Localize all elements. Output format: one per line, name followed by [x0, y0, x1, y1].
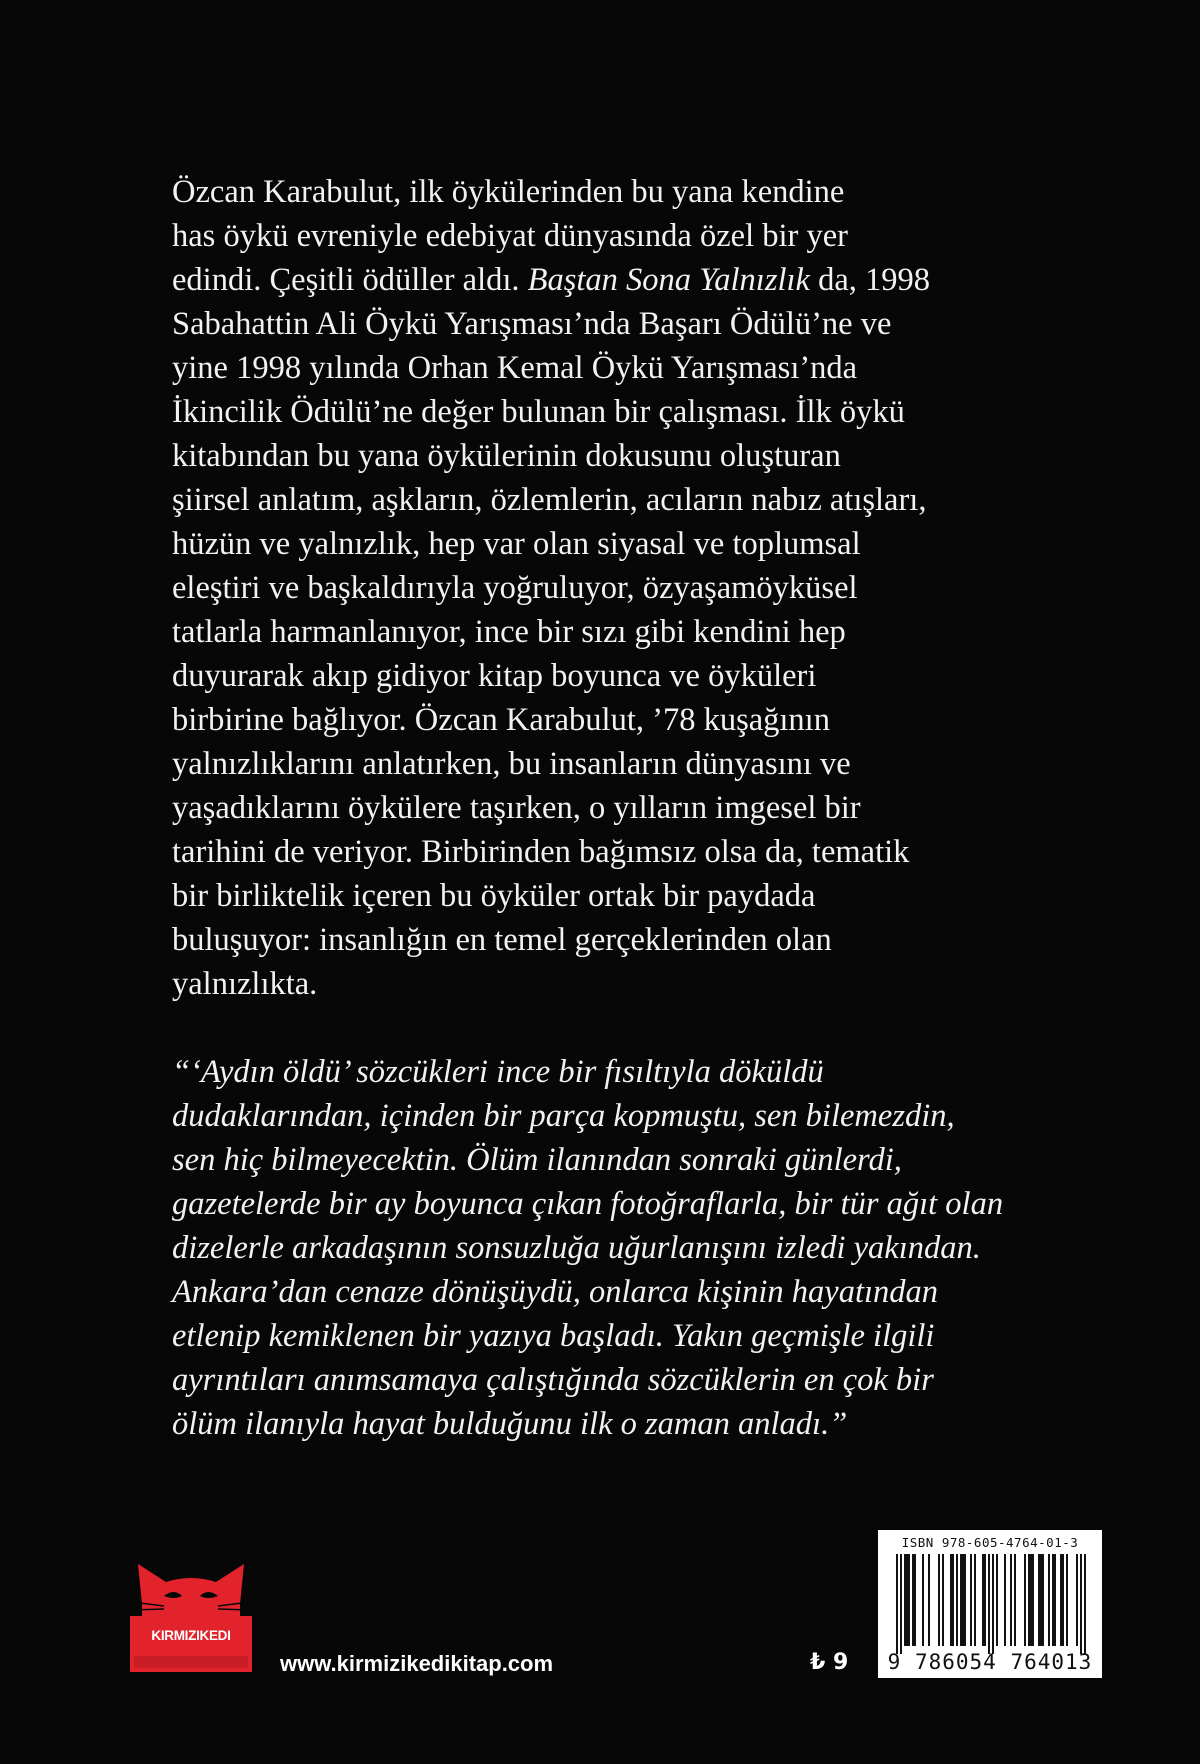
barcode-bar: [896, 1554, 898, 1654]
publisher-logo: [128, 1556, 254, 1674]
barcode-bar: [1060, 1554, 1062, 1646]
barcode-bar: [1004, 1554, 1006, 1646]
quote-line: dizelerle arkadaşının sonsuzluğa uğurlanışını izledi yakından.: [172, 1230, 981, 1266]
description-line: İkincilik Ödülü’ne değer bulunan bir çalışması. İlk öykü: [172, 394, 905, 430]
description-line: kitabından bu yana öykülerinin dokusunu oluşturan: [172, 438, 841, 474]
quote-line: “‘Aydın öldü’ sözcükleri ince bir fısıltıyla döküldü: [172, 1054, 824, 1090]
barcode-bar: [1054, 1554, 1056, 1646]
barcode-bar: [996, 1554, 998, 1646]
barcode-bar: [1084, 1554, 1086, 1654]
barcode-bar: [1080, 1554, 1082, 1654]
description-line: has öykü evreniyle edebiyat dünyasında özel bir yer: [172, 218, 848, 254]
description-line: yalnızlıkta.: [172, 966, 318, 1002]
barcode-bar: [988, 1554, 990, 1654]
barcode-bar: [1048, 1554, 1050, 1646]
description-line-suffix: da,: [809, 262, 866, 298]
barcode-bar: [992, 1554, 994, 1654]
publisher-website: www.kirmizikedikitap.com: [280, 1651, 554, 1676]
excerpt-quote: [172, 1050, 1072, 1446]
quote-line: Ankara’dan cenaze dönüşüydü, onlarca kişinin hayatından: [172, 1274, 939, 1310]
quote-line: ölüm ilanıyla hayat bulduğunu ilk o zaman anladı.”: [172, 1406, 848, 1442]
barcode-bar: [1062, 1554, 1064, 1646]
barcode-bar: [1042, 1554, 1044, 1646]
cat-logo-icon: [128, 1556, 254, 1674]
barcode-bar: [938, 1554, 940, 1646]
barcode-bar: [1014, 1554, 1016, 1646]
description-line: yaşadıklarını öykülere taşırken, o yılların imgesel bir: [172, 790, 861, 826]
description-line: şiirsel anlatım, aşkların, özlemlerin, acıların nabız atışları,: [172, 482, 927, 518]
isbn-barcode: [878, 1530, 1102, 1678]
barcode-bar: [960, 1554, 962, 1646]
price-label: ₺ 9: [810, 1650, 849, 1675]
barcode-bar: [1030, 1554, 1032, 1646]
barcode-bar: [970, 1554, 972, 1646]
barcode-bar: [974, 1554, 976, 1646]
quote-line: sen hiç bilmeyecektin. Ölüm ilanından sonraki günlerdi,: [172, 1142, 902, 1178]
description-line: hüzün ve yalnızlık, hep var olan siyasal ve toplumsal: [172, 526, 861, 562]
barcode-bar: [962, 1554, 964, 1646]
quote-line: gazetelerde bir ay boyunca çıkan fotoğraflarla, bir tür ağıt olan: [172, 1186, 1004, 1222]
description-line: eleştiri ve başkaldırıyla yoğruluyor, özyaşamöyküsel: [172, 570, 858, 606]
ean-digits: 9 786054 764013: [887, 1650, 1093, 1674]
barcode-bar: [1010, 1554, 1012, 1646]
book-description: [172, 170, 1072, 1006]
description-line: birbirine bağlıyor. Özcan Karabulut, ’78 kuşağının: [172, 702, 830, 738]
barcode-bar: [912, 1554, 914, 1646]
barcode-bar: [1028, 1554, 1030, 1646]
barcode-bar: [942, 1554, 944, 1646]
description-line: [172, 258, 1072, 302]
barcode-bars: [890, 1554, 1090, 1654]
barcode-bar: [900, 1554, 902, 1654]
barcode-bar: [984, 1554, 986, 1646]
barcode-bar: [964, 1554, 966, 1646]
description-line: buluşuyor: insanlığın en temel gerçeklerinden olan: [172, 922, 832, 958]
barcode-bar: [950, 1554, 952, 1646]
barcode-bar: [1076, 1554, 1078, 1646]
isbn-label: ISBN 978-605-4764-01-3: [901, 1535, 1079, 1550]
barcode-bar: [904, 1554, 906, 1646]
logo-wordmark: KIRMIZIKEDI: [151, 1628, 231, 1643]
barcode-bar: [1040, 1554, 1042, 1646]
description-line-year: 1998: [865, 262, 931, 298]
barcode-bar: [928, 1554, 930, 1646]
book-title-italic: Baştan Sona Yalnızlık: [527, 262, 810, 298]
barcode-bar: [956, 1554, 958, 1646]
description-line: yine 1998 yılında Orhan Kemal Öykü Yarışması’nda: [172, 350, 858, 386]
barcode-bar: [914, 1554, 916, 1646]
barcode-bar: [1066, 1554, 1068, 1646]
description-line: tarihini de veriyor. Birbirinden bağımsız olsa da, tematik: [172, 834, 910, 870]
barcode-bar: [982, 1554, 984, 1646]
description-line: bir birliktelik içeren bu öyküler ortak bir paydada: [172, 878, 816, 914]
barcode-bar: [1038, 1554, 1040, 1646]
description-line: duyurarak akıp gidiyor kitap boyunca ve öyküleri: [172, 658, 817, 694]
barcode-bar: [1024, 1554, 1026, 1646]
description-line: yalnızlıklarını anlatırken, bu insanların dünyasını ve: [172, 746, 851, 782]
description-line-prefix: edindi. Çeşitli ödüller aldı.: [172, 262, 528, 298]
barcode-bar: [906, 1554, 908, 1646]
quote-line: etlenip kemiklenen bir yazıya başladı. Yakın geçmişle ilgili: [172, 1318, 935, 1354]
description-line: Sabahattin Ali Öykü Yarışması’nda Başarı Ödülü’ne ve: [172, 306, 892, 342]
barcode-bar: [952, 1554, 954, 1646]
quote-line: ayrıntıları anımsamaya çalıştığında sözcüklerin en çok bir: [172, 1362, 934, 1398]
barcode-bar: [1052, 1554, 1054, 1646]
description-line: tatlarla harmanlanıyor, ince bir sızı gibi kendini hep: [172, 614, 846, 650]
barcode-bar: [908, 1554, 910, 1646]
quote-line: dudaklarından, içinden bir parça kopmuştu, sen bilemezdin,: [172, 1098, 955, 1134]
barcode-bar: [922, 1554, 924, 1646]
barcode-bar: [1032, 1554, 1034, 1646]
description-line: Özcan Karabulut, ilk öykülerinden bu yana kendine: [172, 174, 845, 210]
